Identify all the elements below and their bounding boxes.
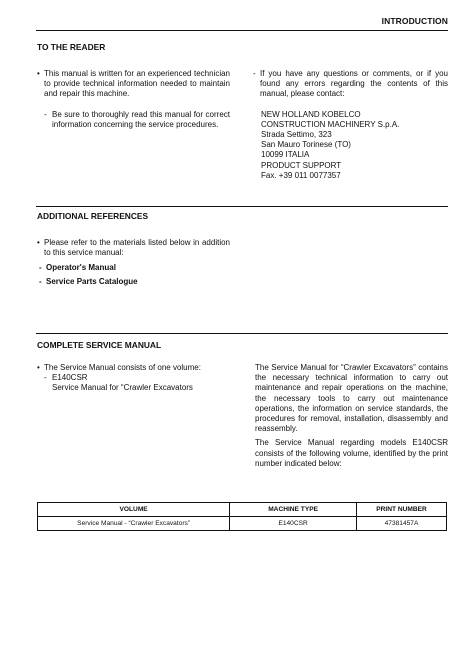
to-reader-title: TO THE READER: [37, 42, 106, 52]
complete-left-column: [37, 363, 230, 394]
bullet-item: [37, 69, 230, 100]
address-line: 10099 ITALIA: [261, 150, 310, 160]
complete-right-column: [255, 363, 448, 469]
address-line: San Mauro Torinese (TO): [261, 140, 351, 150]
complete-title: COMPLETE SERVICE MANUAL: [37, 340, 162, 350]
section-rule: [36, 206, 448, 207]
dash-text: Be sure to thoroughly read this manual for correct information concerning the service procedures.: [52, 109, 230, 129]
dash-item: [37, 373, 230, 393]
model-desc: Service Manual for “Crawler Excavators: [52, 383, 193, 393]
reference-text: Operator's Manual: [46, 263, 116, 273]
reference-item: [37, 263, 230, 273]
dash-marker: -: [44, 373, 47, 383]
bullet-marker: •: [37, 238, 40, 247]
complete-paragraph: The Service Manual regarding models E140CSR consists of the following volume, identified by the print number indicated below:: [255, 438, 448, 468]
dash-marker: -: [39, 263, 42, 273]
section-rule: [36, 333, 448, 334]
table-cell: 47381457A: [357, 517, 447, 531]
column-header: MACHINE TYPE: [230, 503, 357, 517]
volume-table: [37, 502, 447, 531]
to-reader-right-column: [253, 69, 448, 181]
bullet-marker: •: [37, 69, 40, 78]
complete-paragraph: The Service Manual for “Crawler Excavators” contains the necessary technical information to carry out maintenance and repair operations on the machine, the necessary tools to carry out maintenance operations, the information on service standards, the procedures for removal, installation, disassembly and reassembly.: [255, 363, 448, 434]
address-line: PRODUCT SUPPORT: [261, 160, 342, 170]
contact-intro: [253, 69, 448, 100]
section-rule: [36, 30, 448, 31]
bullet-marker: •: [37, 363, 40, 372]
bullet-item: [37, 363, 230, 373]
dash-item: [37, 110, 230, 130]
section-header: INTRODUCTION: [381, 16, 448, 26]
address-line: Fax. +39 011 0077357: [261, 170, 341, 180]
address-line: Strada Settimo, 323: [261, 130, 332, 140]
table-cell: Service Manual - “Crawler Excavators”: [38, 517, 230, 531]
column-header: VOLUME: [38, 503, 230, 517]
table-header-row: [38, 503, 447, 517]
table-row: [38, 517, 447, 531]
reference-text: Service Parts Catalogue: [46, 276, 138, 286]
additional-title: ADDITIONAL REFERENCES: [37, 211, 149, 221]
reference-item: [37, 277, 230, 287]
dash-marker: -: [44, 109, 47, 119]
model-text: E140CSR: [52, 373, 88, 383]
bullet-item: [37, 238, 230, 258]
bullet-text: This manual is written for an experienced technician to provide technical information needed to maintain and repair this machine.: [44, 69, 230, 99]
dash-marker: -: [253, 69, 256, 78]
bullet-text: Please refer to the materials listed below in addition to this service manual:: [44, 238, 230, 258]
dash-marker: -: [39, 276, 42, 286]
table-cell: E140CSR: [230, 517, 357, 531]
contact-intro-text: If you have any questions or comments, or if you found any errors regarding the contents of this manual, please contact:: [260, 69, 448, 99]
contact-address: [253, 110, 448, 181]
additional-column: [37, 238, 230, 287]
bullet-text: The Service Manual consists of one volume:: [44, 363, 201, 372]
address-line: CONSTRUCTION MACHINERY S.p.A.: [261, 119, 400, 129]
address-line: NEW HOLLAND KOBELCO: [261, 109, 361, 119]
to-reader-left-column: [37, 69, 230, 130]
column-header: PRINT NUMBER: [357, 503, 447, 517]
